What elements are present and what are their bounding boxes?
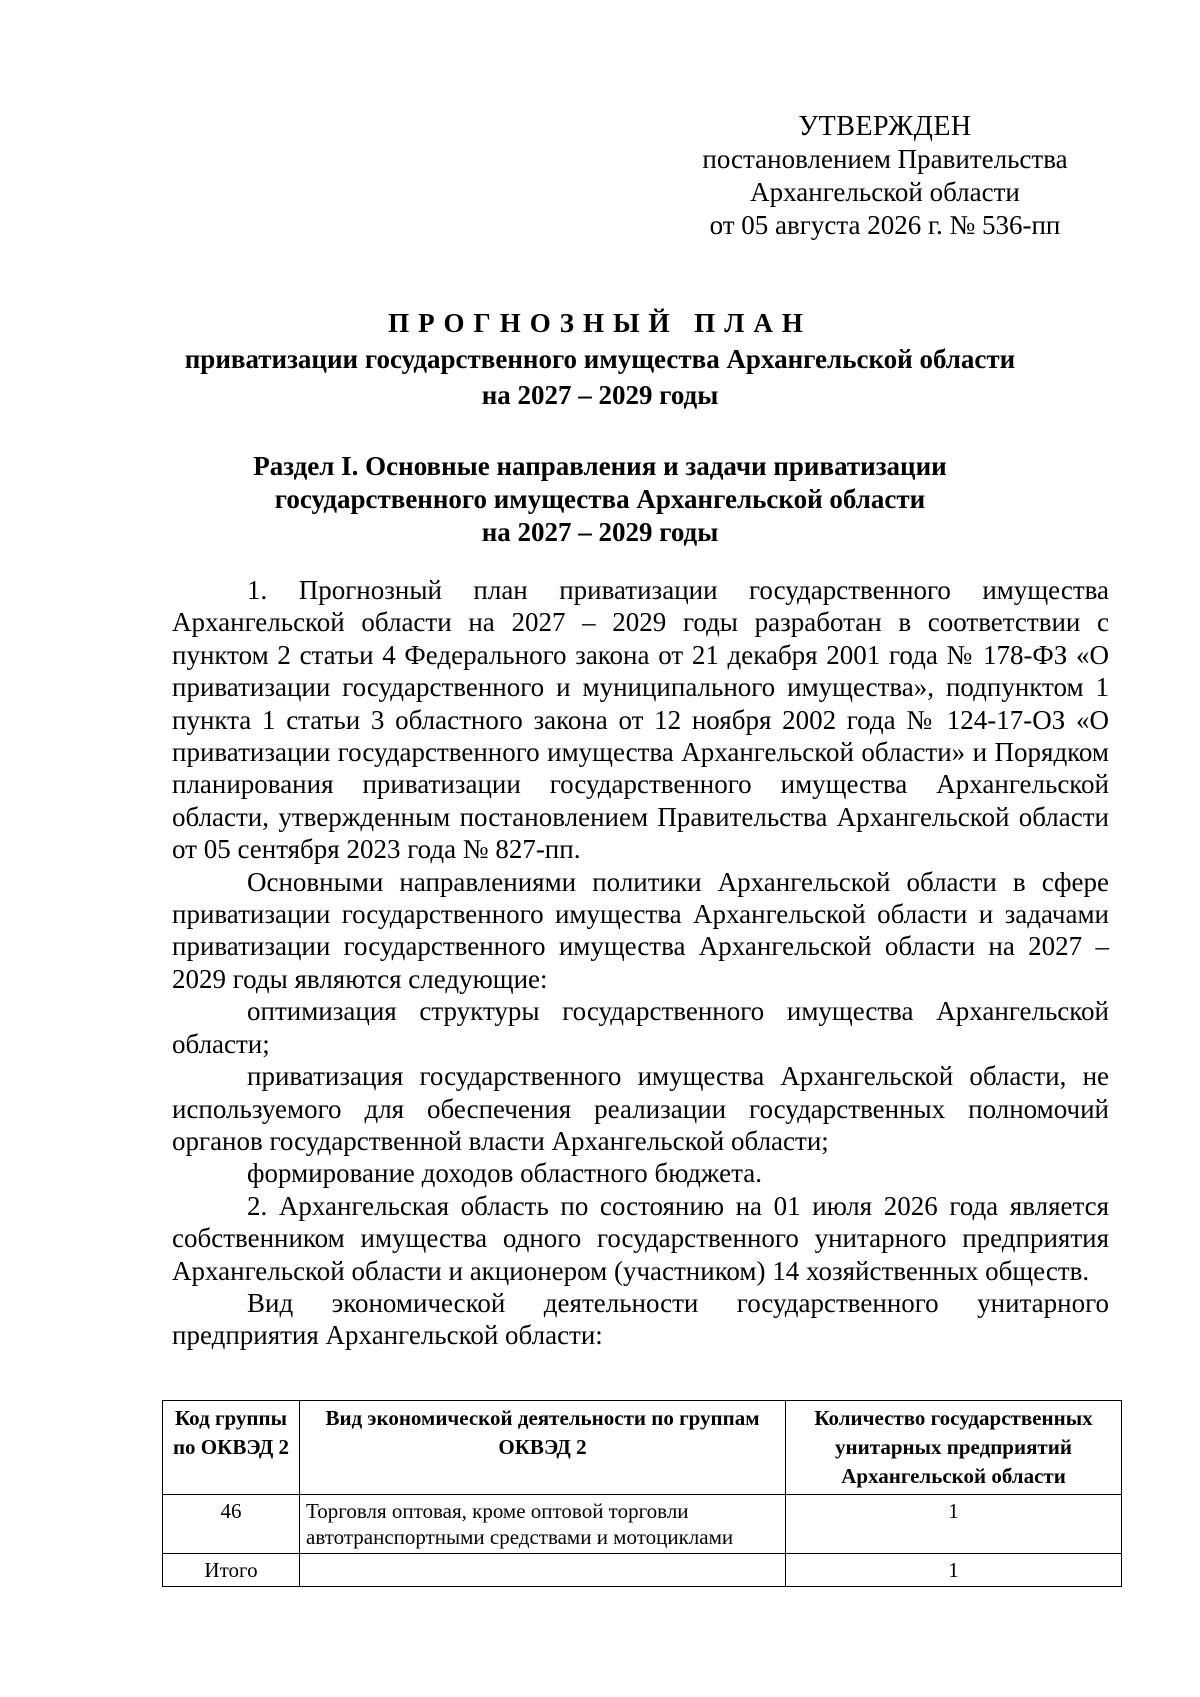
title-line-3: на 2027 – 2029 годы: [481, 380, 719, 410]
okved-table: [162, 1400, 1122, 1587]
section-heading: [100, 450, 1100, 549]
section-line-3: на 2027 – 2029 годы: [481, 517, 719, 547]
cell-total-label: Итого: [163, 1554, 300, 1587]
document-title: [100, 305, 1100, 413]
cell-code: 46: [163, 1495, 300, 1554]
table-header-row: [163, 1401, 1122, 1495]
cell-total-activity: [300, 1554, 786, 1587]
header-code: Код группы по ОКВЭД 2: [163, 1401, 300, 1495]
approval-line-body: постановлением Правительства: [702, 144, 1068, 174]
section-line-2: государственного имущества Архангельской области: [274, 484, 926, 514]
title-line-2: приватизации государственного имущества Архангельской области: [184, 344, 1016, 374]
section-line-1: Раздел I. Основные направления и задачи приватизации: [253, 451, 947, 481]
paragraph-5: формирование доходов областного бюджета.: [247, 1158, 762, 1189]
paragraph-6: 2. Архангельская область по состоянию на 01 июля 2026 года является собственником имущества одного государственного унитарного предприятия Архангельской области и акционером (участником) 14 хозяйственных обществ.: [172, 1190, 1109, 1286]
paragraph-1: 1. Прогнозный план приватизации государственного имущества Архангельской области на 2027 – 2029 годы разработан в соответствии с пунктом 2 статьи 4 Федерального закона от 21 декабря 2001 года № 178-ФЗ «О приватизации государственного и муниципального имущества», подпунктом 1 пункта 1 статьи 3 областного закона от 12 ноября 2002 года № 124-17-ОЗ «О приватизации государственного имущества Архангельской области» и Порядком планирования приватизации государственного имущества Архангельской области, утвержденным постановлением Правительства Архангельской области от 05 сентября 2023 года № 827-пп.: [172, 575, 1109, 865]
title-line-1: ПРОГНОЗНЫЙ ПЛАН: [388, 308, 812, 338]
table-row: [163, 1495, 1122, 1554]
approval-heading: УТВЕРЖДЕН: [798, 111, 972, 142]
approval-block: [660, 110, 1110, 242]
paragraph-3: оптимизация структуры государственного имущества Архангельской области;: [172, 996, 1109, 1059]
paragraph-4: приватизация государственного имущества Архангельской области, не используемого для обеспечения реализации государственных полномочий органов государственной власти Архангельской области;: [172, 1061, 1109, 1156]
paragraph-7: Вид экономической деятельности государственного унитарного предприятия Архангельской области:: [172, 1287, 1109, 1351]
cell-activity: Торговля оптовая, кроме оптовой торговли автотранспортными средствами и мотоциклами: [300, 1495, 786, 1554]
header-activity: Вид экономической деятельности по группам ОКВЭД 2: [300, 1401, 786, 1495]
approval-line-region: Архангельской области: [750, 177, 1020, 207]
header-count: Количество государственных унитарных предприятий Архангельской области: [786, 1401, 1122, 1495]
table-total-row: [163, 1554, 1122, 1587]
cell-total-count: 1: [786, 1554, 1122, 1587]
approval-line-date: от 05 августа 2026 г. № 536-пп: [709, 210, 1061, 240]
paragraph-2: Основными направлениями политики Архангельской области в сфере приватизации государственного имущества Архангельской области и задачами приватизации государственного имущества Архангельской области на 2027 – 2029 годы являются следующие:: [172, 866, 1109, 994]
cell-count: 1: [786, 1495, 1122, 1554]
body-text: [172, 574, 1109, 1352]
